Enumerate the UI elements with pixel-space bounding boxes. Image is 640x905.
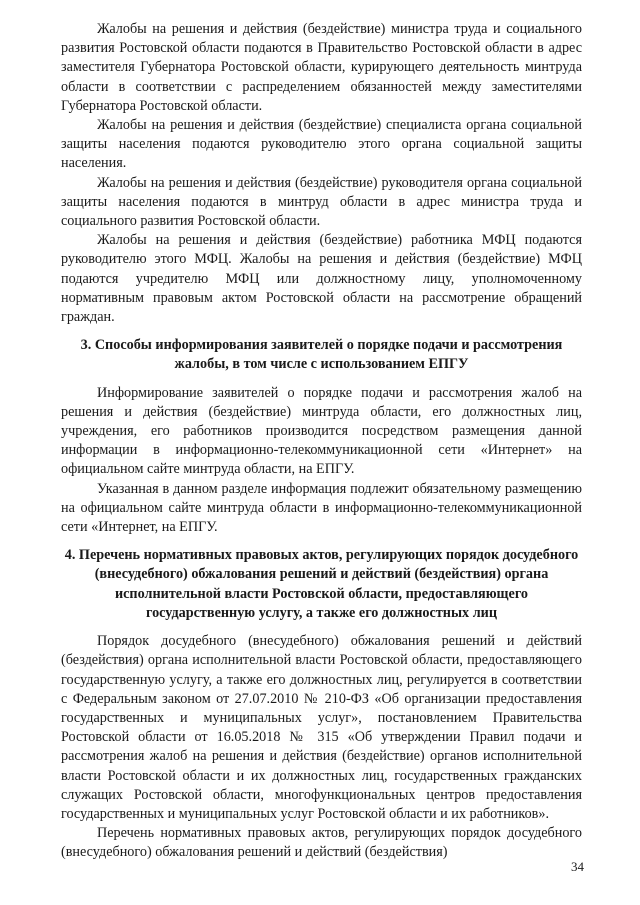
paragraph-complaints-head: Жалобы на решения и действия (бездействие) руководителя органа социальной защиты населения подаются в минтруд области в адрес министра труда и социального развития Ростовской области. [61, 174, 582, 230]
paragraph-complaints-mfc: Жалобы на решения и действия (бездействие) работника МФЦ подаются руководителю этого МФЦ. Жалобы на решения и действия (бездействие) МФЦ подаются учредителю МФЦ или должностному лицу, уполномоченному нормативным правовым актом Ростовской области на рассмотрение обращений граждан. [61, 232, 582, 326]
section-4-paragraph-procedure: Порядок досудебного (внесудебного) обжалования решений и действий (бездействия) органа исполнительной власти Ростовской области, предоставляющего государственную услугу, а также его должностных лиц, регулируется в соответствии с Федеральным законом от 27.07.2010 № 210-ФЗ «Об организации предоставления государственных и муниципальных услуг», постановлением Правительства Ростовской области от 16.05.2018 № 315 «Об утверждении Правил подачи и рассмотрения жалоб на решения и действия (бездействие) органов исполнительной власти Ростовской области и их должностных лиц, государственных гражданских служащих Ростовской области, многофункциональных центров предоставления государственных и муниципальных услуг Ростовской области и их работников». [61, 633, 582, 822]
paragraph-complaints-minister: Жалобы на решения и действия (бездействие) министра труда и социального развития Ростовской области подаются в Правительство Ростовской области в адрес заместителя Губернатора Ростовской области, курирующего деятельность минтруда области в соответствии с распределением обязанностей между заместителями Губернатора Ростовской области. [61, 21, 582, 114]
section-4-paragraph-list: Перечень нормативных правовых актов, регулирующих порядок досудебного (внесудебного) обжалования решений и действий (бездействия) [61, 825, 582, 861]
section-3-paragraph-informing: Информирование заявителей о порядке подачи и рассмотрения жалоб на решения и действия (бездействие) минтруда области, его должностных лиц, учреждения, его работников производится посредством размещения данной информации в информационно-телекоммуникационной сети «Интернет» на официальном сайте минтруда области, на ЕПГУ. [61, 384, 582, 478]
page-number: 34 [571, 859, 584, 874]
section-4-heading: 4. Перечень нормативных правовых актов, регулирующих порядок досудебного (внесудебного) обжалования решений и действий (бездействия) органа исполнительной власти Ростовской области, предоставляющего государственную услугу, а также его должностных лиц [64, 547, 579, 621]
paragraph-complaints-specialist: Жалобы на решения и действия (бездействие) специалиста органа социальной защиты населения подаются руководителю этого органа социальной защиты населения. [61, 117, 582, 172]
section-3-heading: 3. Способы информирования заявителей о порядке подачи и рассмотрения жалобы, в том числе с использованием ЕПГУ [80, 337, 563, 373]
section-3-paragraph-publication: Указанная в данном разделе информация подлежит обязательному размещению на официальном сайте минтруда области в информационно-телекоммуникационной сети «Интернет, на ЕПГУ. [61, 480, 582, 536]
